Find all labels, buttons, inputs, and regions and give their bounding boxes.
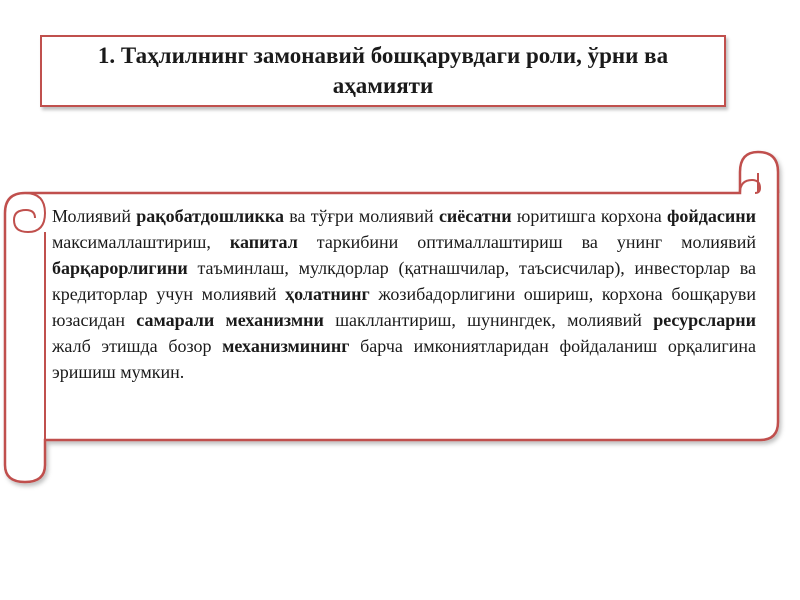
bold-term: капитал: [229, 232, 298, 252]
bold-term: самарали механизмни: [136, 310, 324, 330]
body-text-run: таъминлаш, мулкдорлар (қатнашчилар, таъсисчилар), инвесторлар ва кредиторлар учун молиявий: [52, 258, 756, 304]
bold-term: барқарорлигини: [52, 258, 188, 278]
body-text-run: шакллантириш, шунингдек, молиявий: [323, 310, 654, 330]
body-text-run: Молиявий: [52, 206, 137, 226]
body-text-run: таркибини оптималлаштириш ва унинг молиявий: [297, 232, 756, 252]
bold-term: сиёсатни: [438, 206, 512, 226]
body-text-run: жозибадорлигини ошириш, корхона бошқаруви юзасидан: [52, 284, 756, 330]
body-text-run: максималлаштириш,: [52, 232, 230, 252]
body-text-run: ва тўғри молиявий: [284, 206, 439, 226]
bold-term: механизмининг: [222, 336, 350, 356]
bold-term: фойдасини: [666, 206, 756, 226]
body-text-run: жалб этишда бозор: [52, 336, 223, 356]
bold-term: ресурсларни: [653, 310, 757, 330]
slide-title: 1. Таҳлилнинг замонавий бошқарувдаги роли, ўрни ва аҳамияти: [97, 43, 669, 98]
bold-term: ҳолатнинг: [285, 284, 370, 304]
scroll-body-text: [52, 203, 756, 385]
body-text-run: юритишга корхона: [511, 206, 667, 226]
bold-term: рақобатдошликка: [136, 206, 284, 226]
body-text-run: барча имкониятларидан фойдаланиш орқалигина эришиш мумкин.: [52, 336, 756, 382]
